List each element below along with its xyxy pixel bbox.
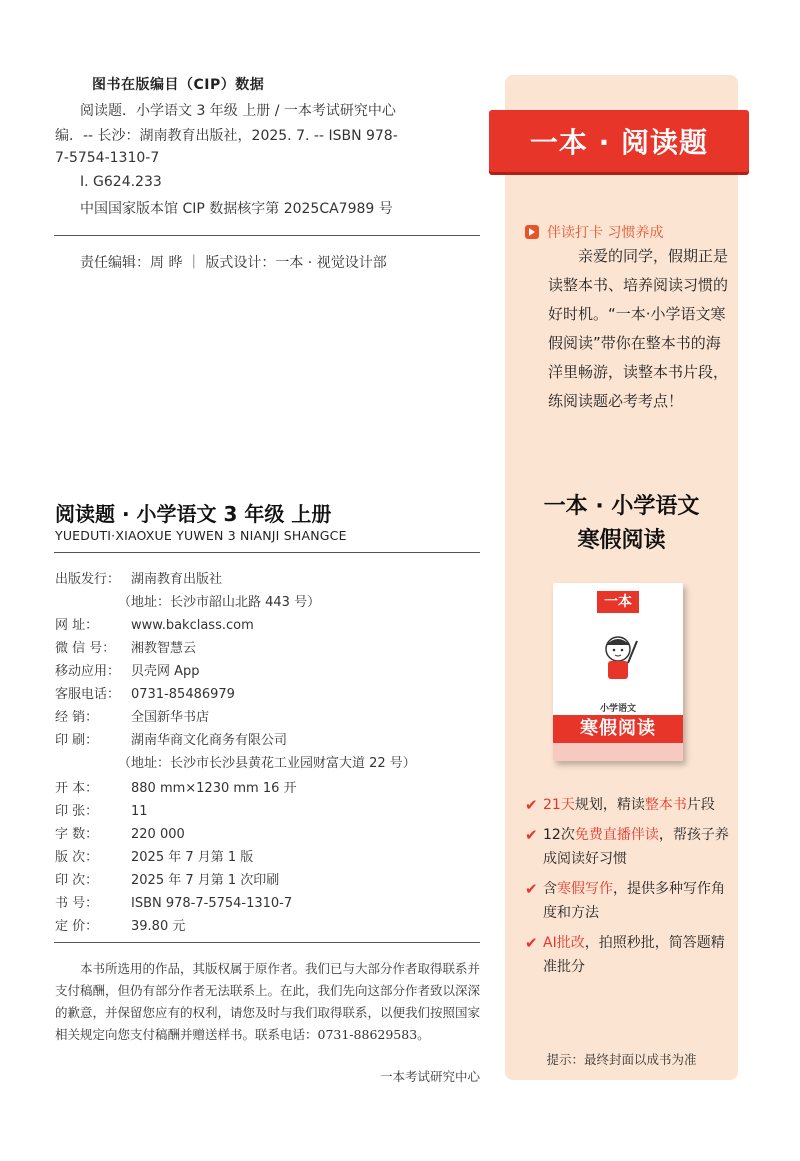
info-row-wechat: 微 信 号： 湘教智慧云	[55, 641, 197, 656]
info-row-edition: 版 次： 2025 年 7 月第 1 版	[55, 850, 254, 865]
cover-band-title: 寒假阅读	[553, 715, 683, 743]
series-title: 一本 · 小学语文 寒假阅读	[543, 494, 700, 553]
check-icon: ✔	[525, 880, 538, 898]
info-publisher-address: （地址：长沙市韶山北路 443 号）	[118, 595, 321, 610]
info-row-website: 网 址： www.bakclass.com	[55, 618, 254, 633]
info-row-app: 移动应用： 贝壳网 App	[55, 664, 200, 679]
check-item: ✔ 12次免费直播伴读，帮孩子养成阅读好习惯	[525, 823, 735, 871]
cip-line-5: 中国国家版本馆 CIP 数据核字第 2025CA7989 号	[80, 201, 393, 217]
check-icon: ✔	[525, 826, 538, 844]
info-row-format: 开 本： 880 mm×1230 mm 16 开	[55, 781, 297, 796]
cover-subtitle: 小学语文	[599, 704, 636, 714]
editor-credit: 责任编辑：周 晔 ｜ 版式设计：一本 · 视觉设计部	[80, 255, 387, 271]
check-item: ✔ AI批改，拍照秒批，简答题精准批分	[525, 931, 735, 979]
intro-text: 亲爱的同学，假期正是读整本书、培养阅读习惯的好时机。“一本·小学语文寒假阅读”带你在整本书的海洋里畅游，读整本书片段，练阅读题必考考点！	[548, 247, 729, 410]
cip-line-3: 7-5754-1310-7	[55, 150, 160, 166]
divider-rule-3	[54, 942, 480, 943]
signoff: 一本考试研究中心	[379, 1069, 480, 1084]
info-row-service-phone: 客服电话： 0731-85486979	[55, 687, 235, 702]
info-row-publisher: 出版发行： 湖南教育出版社	[55, 572, 223, 587]
book-cover-image	[553, 583, 683, 761]
cip-line-2: 编．-- 长沙：湖南教育出版社，2025. 7. -- ISBN 978-	[55, 128, 398, 144]
divider-rule-1	[54, 235, 480, 236]
info-row-price: 定 价： 39.80 元	[55, 919, 186, 934]
check-item: ✔ 21天规划，精读整本书片段	[525, 793, 735, 817]
cover-logo: 一本	[597, 591, 639, 613]
cip-title: 图书在版编目（CIP）数据	[92, 77, 265, 93]
cip-line-4: Ⅰ. G624.233	[80, 174, 162, 190]
play-icon	[525, 225, 539, 239]
banner-title: 一本 · 阅读题	[529, 126, 709, 159]
child-illustration-icon	[593, 631, 643, 683]
promo-banner	[489, 110, 749, 172]
check-icon: ✔	[525, 796, 538, 814]
copyright-note: 本书所选用的作品，其版权属于原作者。我们已与大部分作者取得联系并支付稿酬，但仍有部分作者无法联系上。在此，我们先向这部分作者致以深深的歉意，并保留您应有的权利，请您及时与我们取得联系，以便我们按照国家相关规定向您支付稿酬并赠送样书。联系电话：0731-88629583。	[55, 961, 481, 1042]
cover-disclaimer: 提示：最终封面以成书为准	[546, 1052, 697, 1067]
cover-base	[553, 743, 683, 761]
info-row-isbn: 书 号： ISBN 978-7-5754-1310-7	[55, 896, 293, 911]
info-row-distributor: 经 销： 全国新华书店	[55, 710, 210, 725]
book-title: 阅读题 · 小学语文 3 年级 上册	[55, 502, 332, 526]
cip-line-1: 阅读题．小学语文 3 年级 上册 / 一本考试研究中心	[80, 103, 396, 119]
feature-heading: 伴读打卡 习惯养成	[525, 222, 663, 242]
divider-rule-2	[54, 552, 480, 553]
info-row-printer: 印 刷： 湖南华商文化商务有限公司	[55, 733, 288, 748]
book-pinyin: YUEDUTI·XIAOXUE YUWEN 3 NIANJI SHANGCE	[55, 528, 347, 543]
info-row-sheets: 印 张： 11	[55, 804, 148, 819]
feature-checklist	[525, 793, 735, 985]
info-printer-address: （地址：长沙市长沙县黄花工业园财富大道 22 号）	[118, 756, 416, 771]
info-row-printing: 印 次： 2025 年 7 月第 1 次印刷	[55, 873, 280, 888]
check-icon: ✔	[525, 934, 538, 952]
info-row-wordcount: 字 数： 220 000	[55, 827, 185, 842]
check-item: ✔ 含寒假写作，提供多种写作角度和方法	[525, 877, 735, 925]
